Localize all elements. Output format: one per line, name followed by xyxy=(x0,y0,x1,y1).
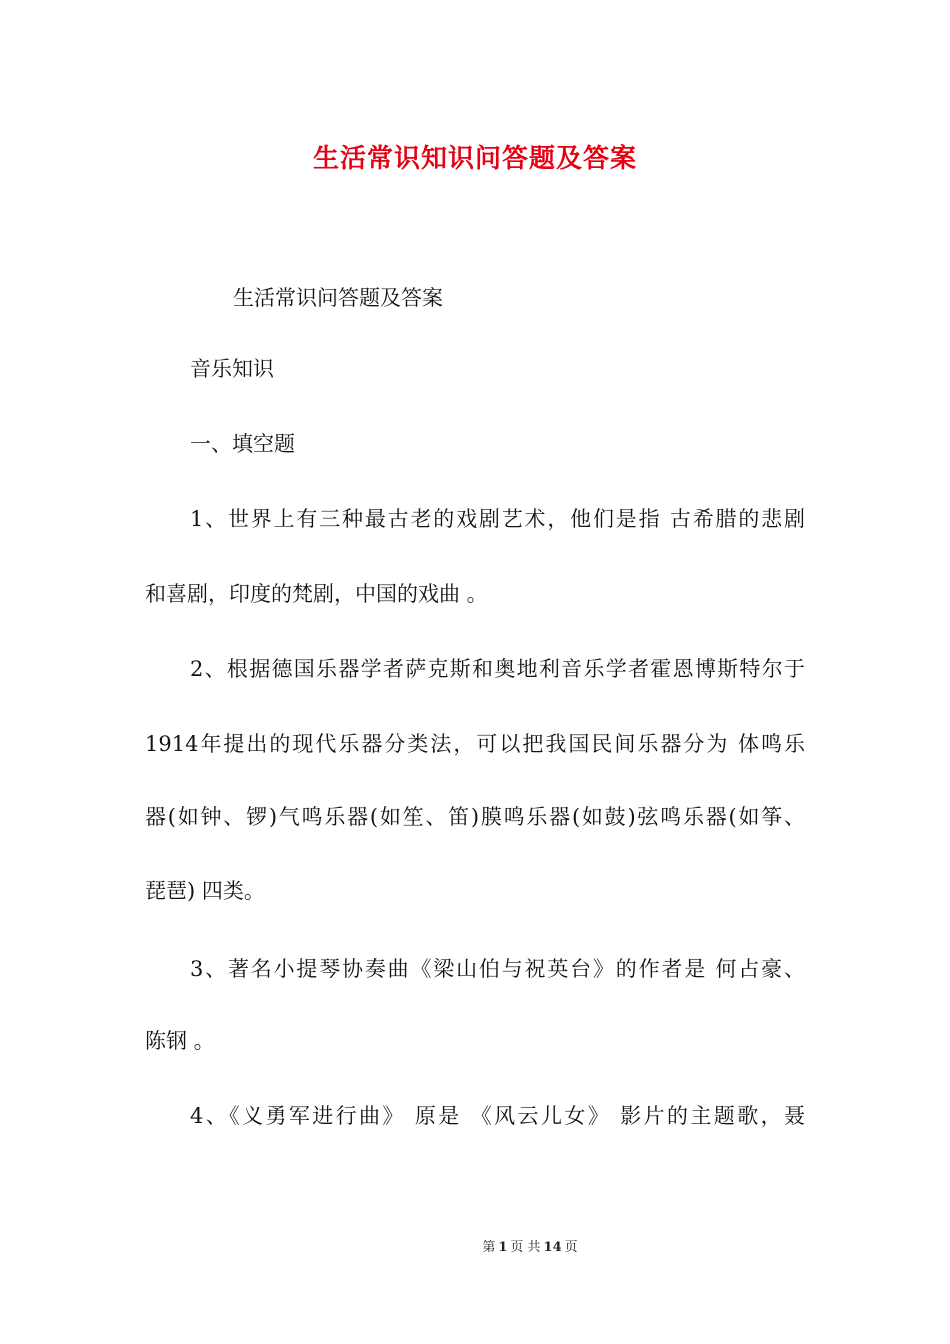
footer-prefix: 第 xyxy=(482,1240,496,1255)
page-footer xyxy=(0,1236,950,1255)
paragraph-line: 4、《义勇军进行曲》 原是 《风云儿女》 影片的主题歌，聂 xyxy=(190,1104,805,1128)
footer-suffix: 页 xyxy=(564,1240,578,1255)
paragraph-line: 陈钢 。 xyxy=(145,1029,215,1053)
paragraph-line: 3、著名小提琴协奏曲《梁山伯与祝英台》的作者是 何占豪、 xyxy=(190,957,805,981)
document-subtitle: 生活常识问答题及答案 xyxy=(233,286,443,310)
section-heading: 音乐知识 xyxy=(190,357,274,381)
paragraph-line: 2、根据德国乐器学者萨克斯和奥地利音乐学者霍恩博斯特尔于 xyxy=(190,657,805,681)
footer-middle: 页 共 xyxy=(510,1240,541,1255)
part-heading: 一、填空题 xyxy=(190,432,295,456)
footer-total-pages: 14 xyxy=(543,1240,562,1255)
footer-page-number: 1 xyxy=(498,1240,508,1255)
document-title: 生活常识知识问答题及答案 xyxy=(312,144,637,174)
paragraph-line: 1914年提出的现代乐器分类法，可以把我国民间乐器分为 体鸣乐 xyxy=(145,732,805,756)
paragraph-line: 和喜剧，印度的梵剧，中国的戏曲 。 xyxy=(145,582,488,606)
paragraph-line: 琵琶) 四类。 xyxy=(145,879,265,903)
paragraph-line: 器(如钟、锣)气鸣乐器(如笙、笛)膜鸣乐器(如鼓)弦鸣乐器(如筝、 xyxy=(145,805,805,829)
paragraph-line: 1、世界上有三种最古老的戏剧艺术，他们是指 古希腊的悲剧 xyxy=(190,507,805,531)
